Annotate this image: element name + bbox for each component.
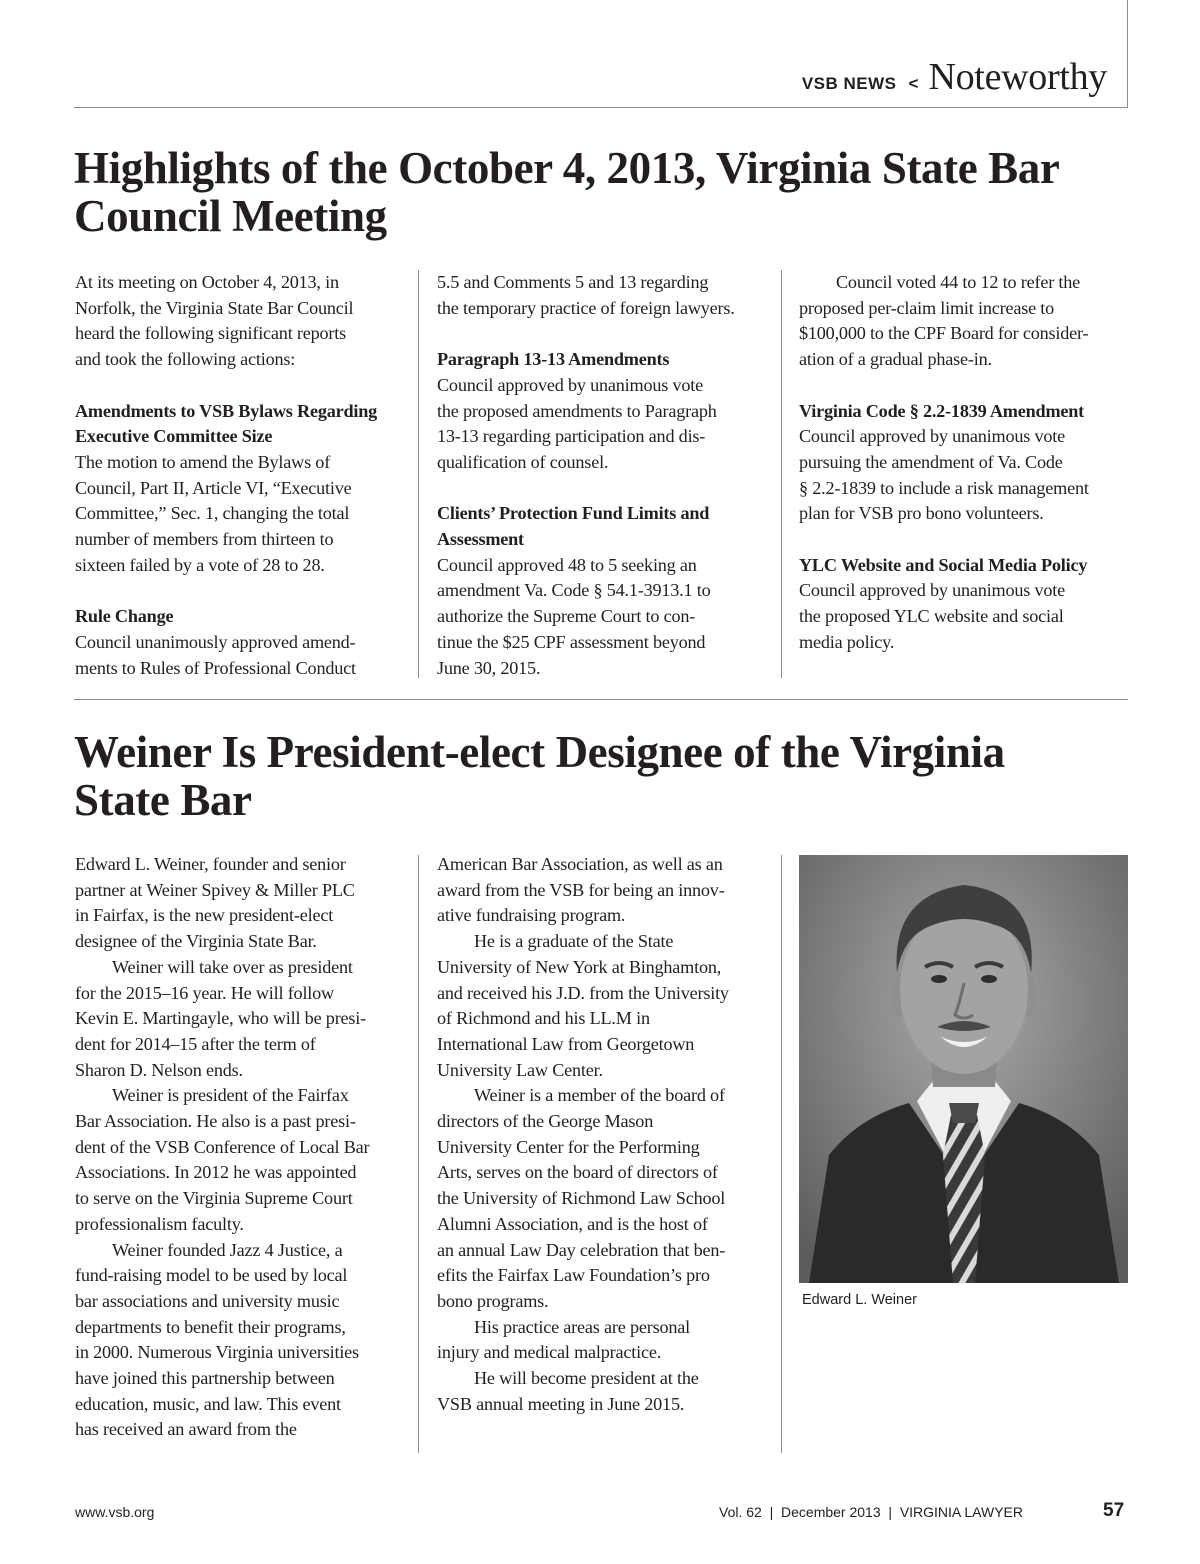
body-line: ation of a gradual phase-in. — [799, 349, 992, 370]
article1-column-3 — [799, 270, 1129, 656]
portrait-photo — [799, 855, 1128, 1283]
body-line: an annual Law Day celebration that ben- — [437, 1239, 726, 1260]
body-line: Council voted 44 to 12 to refer the — [836, 272, 1081, 292]
body-line: for the 2015–16 year. He will follow — [75, 982, 334, 1003]
paragraph-gap — [75, 373, 405, 399]
body-line: pursuing the amendment of Va. Code — [799, 451, 1063, 472]
subhead-paragraph-13-13: Paragraph 13-13 Amendments — [437, 349, 670, 370]
body-line: qualification of counsel. — [437, 451, 609, 472]
body-line: Kevin E. Martingayle, who will be presi- — [75, 1008, 367, 1029]
body-line: § 2.2-1839 to include a risk management — [799, 477, 1089, 498]
body-line: bar associations and university music — [75, 1290, 340, 1311]
body-line: fund-raising model to be used by local — [75, 1265, 348, 1286]
body-line: Associations. In 2012 he was appointed — [75, 1162, 357, 1183]
column-rule — [418, 855, 419, 1453]
body-line: media policy. — [799, 631, 895, 652]
body-line: Weiner will take over as president — [112, 956, 353, 977]
body-line: in Fairfax, is the new president-elect — [75, 905, 334, 926]
headline-line: Highlights of the October 4, 2013, Virginia State Bar — [74, 143, 1060, 193]
body-line: His practice areas are personal — [474, 1316, 690, 1337]
subhead-rule-change: Rule Change — [75, 606, 174, 627]
body-line: proposed per-claim limit increase to — [799, 297, 1055, 318]
body-line: The motion to amend the Bylaws of — [75, 451, 331, 472]
body-line: directors of the George Mason — [437, 1111, 654, 1132]
body-line: Weiner is a member of the board of — [474, 1085, 725, 1106]
body-line: 13-13 regarding participation and dis- — [437, 426, 706, 447]
body-line: At its meeting on October 4, 2013, in — [75, 272, 339, 292]
body-line: University Law Center. — [437, 1059, 603, 1080]
body-line: the proposed YLC website and social — [799, 606, 1064, 627]
body-line: 5.5 and Comments 5 and 13 regarding — [437, 272, 709, 292]
paragraph-gap — [437, 321, 767, 347]
body-line: education, music, and law. This event — [75, 1393, 341, 1414]
body-line: Edward L. Weiner, founder and senior — [75, 854, 346, 874]
page-number: 57 — [1103, 1500, 1125, 1521]
body-line: authorize the Supreme Court to con- — [437, 606, 696, 627]
body-line: Weiner is president of the Fairfax — [112, 1085, 349, 1106]
body-line: the proposed amendments to Paragraph — [437, 400, 717, 421]
body-line: Committee,” Sec. 1, changing the total — [75, 503, 350, 524]
body-line: bono programs. — [437, 1290, 549, 1311]
body-line: Bar Association. He also is a past presi- — [75, 1111, 356, 1132]
column-rule — [781, 270, 782, 678]
body-line: Council approved 48 to 5 seeking an — [437, 554, 697, 575]
section-divider — [74, 699, 1128, 700]
section-label: VSB NEWS — [801, 74, 897, 93]
body-line: Council approved by unanimous vote — [799, 580, 1065, 601]
subhead-va-code: Virginia Code § 2.2-1839 Amendment — [799, 400, 1085, 421]
body-line: He will become president at the — [474, 1368, 699, 1389]
body-line: heard the following significant reports — [75, 323, 346, 344]
body-line: dent for 2014–15 after the term of — [75, 1033, 316, 1054]
body-line: has received an award from the — [75, 1419, 297, 1440]
footer-website: www.vsb.org — [75, 1504, 155, 1520]
subhead-cpf: Assessment — [437, 529, 524, 549]
body-line: amendment Va. Code § 54.1-3913.1 to — [437, 580, 711, 601]
paragraph-gap — [437, 476, 767, 502]
body-line: Sharon D. Nelson ends. — [75, 1059, 243, 1080]
body-line: International Law from Georgetown — [437, 1033, 695, 1054]
body-line: ments to Rules of Professional Conduct — [75, 657, 356, 678]
body-line: and took the following actions: — [75, 349, 296, 370]
article2-column-1 — [75, 852, 405, 1443]
body-line: He is a graduate of the State — [474, 931, 674, 952]
body-line: in 2000. Numerous Virginia universities — [75, 1342, 359, 1363]
body-line: University Center for the Performing — [437, 1136, 700, 1157]
running-head — [802, 55, 1107, 99]
paragraph-gap — [75, 578, 405, 604]
body-line: sixteen failed by a vote of 28 to 28. — [75, 554, 325, 575]
body-line: number of members from thirteen to — [75, 529, 334, 550]
page-edge-rule — [1127, 0, 1128, 108]
body-line: dent of the VSB Conference of Local Bar — [75, 1136, 370, 1157]
body-line: University of New York at Binghamton, — [437, 956, 722, 977]
photo-caption: Edward L. Weiner — [802, 1292, 917, 1308]
body-line: departments to benefit their programs, — [75, 1316, 346, 1337]
headline-line: State Bar — [74, 775, 252, 825]
article1-column-1 — [75, 270, 405, 681]
column-rule — [781, 855, 782, 1453]
body-line: the University of Richmond Law School — [437, 1188, 726, 1209]
body-line: $100,000 to the CPF Board for consider- — [799, 323, 1089, 344]
department-title: Noteworthy — [928, 56, 1107, 98]
body-line: Norfolk, the Virginia State Bar Council — [75, 297, 354, 318]
body-line: designee of the Virginia State Bar. — [75, 931, 317, 952]
body-line: partner at Weiner Spivey & Miller PLC — [75, 879, 355, 900]
portrait-illustration — [799, 855, 1128, 1283]
body-line: injury and medical malpractice. — [437, 1342, 662, 1363]
body-line: June 30, 2015. — [437, 657, 541, 678]
subhead-bylaws: Amendments to VSB Bylaws Regarding — [75, 400, 378, 421]
column-rule — [418, 270, 419, 678]
section-separator: < — [908, 74, 919, 93]
subhead-cpf: Clients’ Protection Fund Limits and — [437, 503, 710, 524]
article-headline-council-meeting — [74, 144, 1134, 240]
subhead-ylc: YLC Website and Social Media Policy — [799, 554, 1088, 575]
body-line: have joined this partnership between — [75, 1368, 335, 1389]
body-line: ative fundraising program. — [437, 905, 626, 926]
body-line: the temporary practice of foreign lawyers. — [437, 297, 735, 318]
body-line: Weiner founded Jazz 4 Justice, a — [112, 1239, 343, 1260]
body-line: to serve on the Virginia Supreme Court — [75, 1188, 353, 1209]
body-line: and received his J.D. from the University — [437, 982, 729, 1003]
body-line: tinue the $25 CPF assessment beyond — [437, 631, 706, 652]
headline-line: Council Meeting — [74, 191, 387, 241]
body-line: of Richmond and his LL.M in — [437, 1008, 650, 1029]
paragraph-gap — [799, 373, 1129, 399]
body-line: award from the VSB for being an innov- — [437, 879, 725, 900]
body-line: efits the Fairfax Law Foundation’s pro — [437, 1265, 710, 1286]
paragraph-gap — [799, 527, 1129, 553]
footer-issue-info: Vol. 62 | December 2013 | VIRGINIA LAWYER — [719, 1504, 1023, 1520]
body-line: Alumni Association, and is the host of — [437, 1213, 708, 1234]
header-rule — [74, 107, 1128, 108]
article2-column-2 — [437, 852, 767, 1417]
article-headline-weiner — [74, 728, 1134, 824]
subhead-bylaws: Executive Committee Size — [75, 426, 273, 447]
headline-line: Weiner Is President-elect Designee of the Virginia — [74, 727, 1005, 777]
body-line: Council approved by unanimous vote — [437, 374, 703, 395]
body-line: Council approved by unanimous vote — [799, 426, 1065, 447]
body-line: American Bar Association, as well as an — [437, 854, 723, 874]
body-line: professionalism faculty. — [75, 1213, 244, 1234]
article1-column-2 — [437, 270, 767, 681]
body-line: Council unanimously approved amend- — [75, 631, 356, 652]
body-line: Council, Part II, Article VI, “Executive — [75, 477, 352, 498]
body-line: VSB annual meeting in June 2015. — [437, 1393, 685, 1414]
body-line: plan for VSB pro bono volunteers. — [799, 503, 1044, 524]
body-line: Arts, serves on the board of directors of — [437, 1162, 718, 1183]
